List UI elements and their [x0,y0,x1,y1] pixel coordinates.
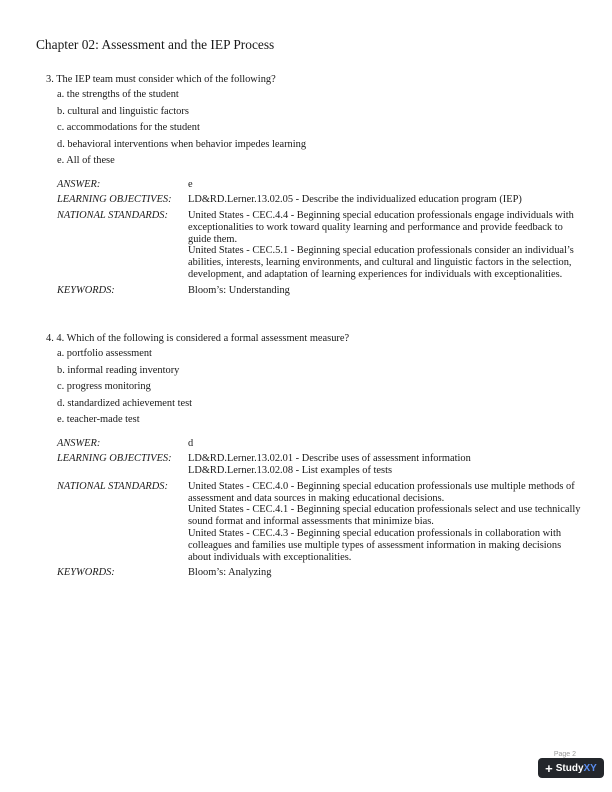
national-standard: United States - CEC.4.0 - Beginning special education professionals use multiple methods of assessment and data sources in making educational decisions. [188,480,575,504]
national-standards-label: NATIONAL STANDARDS: [57,480,168,492]
question-3 [46,72,586,301]
question-4 [46,331,586,583]
question-stem: 3. The IEP team must consider which of the following? [46,74,276,85]
answer-label: ANSWER: [57,178,101,190]
option-c: c. progress monitoring [57,381,151,392]
learning-objectives-label: LEARNING OBJECTIVES: [57,194,172,206]
answer-options [46,346,586,429]
national-standard: United States - CEC.4.3 - Beginning special education professionals in collaboration with colleagues and families use multiple types of assessment information in making decisions about individuals with exceptionalities. [188,528,562,563]
question-stem: 4. 4. Which of the following is considered a formal assessment measure? [46,333,350,344]
plus-icon: + [545,760,553,776]
question-metadata [57,179,586,297]
keywords-value: Bloom’s: Analyzing [188,567,272,579]
keywords-value: Bloom’s: Understanding [188,284,290,296]
badge-brand: StudyXY [555,762,597,774]
national-standards-row [57,210,586,281]
keywords-row [57,567,586,579]
learning-objective: LD&RD.Lerner.13.02.08 - List examples of tests [188,465,393,477]
option-d: d. behavioral interventions when behavior impedes learning [57,138,307,150]
answer-row [57,179,586,191]
option-a: a. the strengths of the student [57,89,179,100]
answer-value: d [188,437,194,449]
learning-objective: LD&RD.Lerner.13.02.05 - Describe the individualized education program (IEP) [188,194,522,206]
studyxy-badge[interactable] [538,758,604,778]
option-d: d. standardized achievement test [57,397,193,409]
keywords-label: KEYWORDS: [57,284,115,296]
page-number: Page 2 [553,751,576,758]
option-a: a. portfolio assessment [57,348,152,359]
answer-label: ANSWER: [57,437,101,449]
national-standards-row [57,481,586,564]
answer-row [57,438,586,450]
national-standard: United States - CEC.4.4 - Beginning special education professionals engage individuals with exceptionalities to work toward quality learning and performance and provide feedback to guide them. [188,210,574,245]
learning-objective: LD&RD.Lerner.13.02.01 - Describe uses of assessment information [188,453,471,465]
question-metadata [57,438,586,580]
option-e: e. teacher-made test [57,414,140,425]
option-b: b. informal reading inventory [57,364,180,376]
national-standard: United States - CEC.5.1 - Beginning special education professionals consider an individual’s abilities, interests, learning environments, and cultural and linguistic factors in the selection, development, and adaptation of learning experiences for individuals with exceptionalities. [188,245,574,281]
national-standard: United States - CEC.4.1 - Beginning special education professionals select and use technically sound format and informal assessments that minimize bias. [188,504,581,528]
learning-objectives-label: LEARNING OBJECTIVES: [57,453,172,465]
learning-objectives-row [57,194,586,206]
keywords-row [57,285,586,297]
option-c: c. accommodations for the student [57,122,200,133]
answer-value: e [188,178,193,190]
option-b: b. cultural and linguistic factors [57,105,189,117]
keywords-label: KEYWORDS: [57,567,115,579]
national-standards-label: NATIONAL STANDARDS: [57,210,168,222]
chapter-title: Chapter 02: Assessment and the IEP Process [36,37,275,52]
option-e: e. All of these [57,155,115,166]
answer-options [46,87,586,170]
learning-objectives-row [57,453,586,477]
